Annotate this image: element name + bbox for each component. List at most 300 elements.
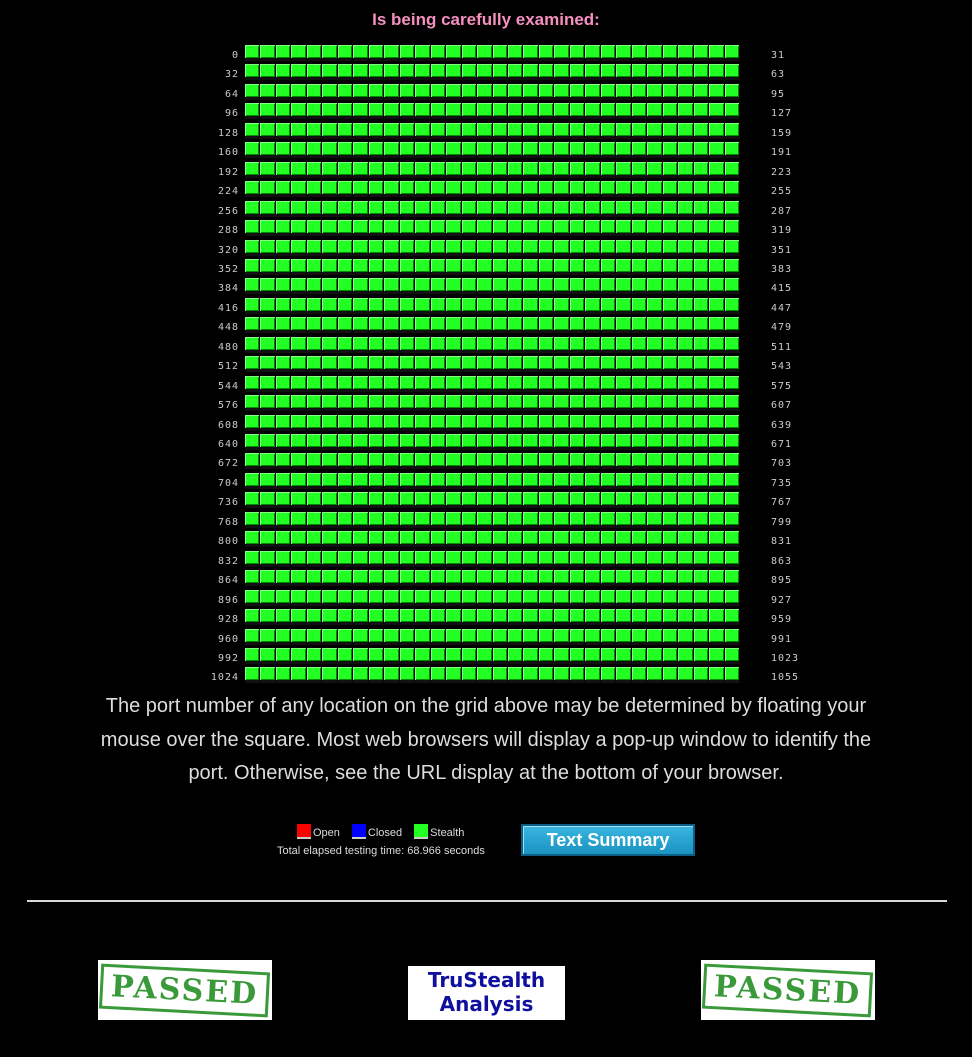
port-cell[interactable] (369, 142, 384, 158)
port-cell[interactable] (616, 590, 631, 606)
port-cell[interactable] (647, 84, 662, 100)
port-cell[interactable] (694, 551, 709, 567)
port-cell[interactable] (431, 45, 446, 61)
port-cell[interactable] (678, 648, 693, 664)
port-cell[interactable] (291, 181, 306, 197)
port-cell[interactable] (260, 278, 275, 294)
port-cell[interactable] (678, 278, 693, 294)
port-cell[interactable] (616, 64, 631, 80)
port-cell[interactable] (663, 570, 678, 586)
port-cell[interactable] (570, 356, 585, 372)
port-cell[interactable] (400, 667, 415, 683)
port-cell[interactable] (694, 492, 709, 508)
port-cell[interactable] (709, 531, 724, 547)
port-cell[interactable] (260, 142, 275, 158)
port-cell[interactable] (260, 181, 275, 197)
port-cell[interactable] (462, 395, 477, 411)
port-cell[interactable] (493, 123, 508, 139)
port-cell[interactable] (369, 609, 384, 625)
text-summary-button[interactable]: Text Summary (521, 824, 695, 856)
port-cell[interactable] (462, 667, 477, 683)
port-cell[interactable] (570, 376, 585, 392)
port-cell[interactable] (539, 123, 554, 139)
port-cell[interactable] (709, 240, 724, 256)
port-cell[interactable] (663, 356, 678, 372)
port-cell[interactable] (384, 453, 399, 469)
port-cell[interactable] (415, 278, 430, 294)
port-cell[interactable] (338, 415, 353, 431)
port-cell[interactable] (647, 531, 662, 547)
port-cell[interactable] (477, 512, 492, 528)
port-cell[interactable] (508, 317, 523, 333)
port-cell[interactable] (446, 376, 461, 392)
port-cell[interactable] (291, 298, 306, 314)
port-cell[interactable] (477, 667, 492, 683)
port-cell[interactable] (369, 551, 384, 567)
port-cell[interactable] (462, 648, 477, 664)
port-cell[interactable] (338, 298, 353, 314)
port-cell[interactable] (694, 395, 709, 411)
port-cell[interactable] (601, 220, 616, 236)
port-cell[interactable] (647, 201, 662, 217)
port-cell[interactable] (369, 162, 384, 178)
port-cell[interactable] (632, 278, 647, 294)
port-cell[interactable] (554, 667, 569, 683)
port-cell[interactable] (585, 181, 600, 197)
port-cell[interactable] (493, 629, 508, 645)
port-cell[interactable] (585, 45, 600, 61)
port-cell[interactable] (477, 492, 492, 508)
port-cell[interactable] (477, 629, 492, 645)
port-cell[interactable] (554, 123, 569, 139)
port-cell[interactable] (585, 473, 600, 489)
port-cell[interactable] (369, 278, 384, 294)
port-cell[interactable] (647, 103, 662, 119)
port-cell[interactable] (493, 298, 508, 314)
port-cell[interactable] (369, 629, 384, 645)
port-cell[interactable] (508, 337, 523, 353)
port-cell[interactable] (694, 648, 709, 664)
port-cell[interactable] (678, 337, 693, 353)
port-cell[interactable] (554, 629, 569, 645)
port-cell[interactable] (260, 395, 275, 411)
port-cell[interactable] (663, 220, 678, 236)
port-cell[interactable] (554, 356, 569, 372)
port-cell[interactable] (322, 103, 337, 119)
port-cell[interactable] (431, 298, 446, 314)
port-cell[interactable] (570, 162, 585, 178)
port-cell[interactable] (647, 415, 662, 431)
port-cell[interactable] (276, 609, 291, 625)
port-cell[interactable] (369, 181, 384, 197)
port-cell[interactable] (260, 376, 275, 392)
port-cell[interactable] (709, 103, 724, 119)
port-cell[interactable] (291, 415, 306, 431)
port-cell[interactable] (338, 531, 353, 547)
port-cell[interactable] (725, 142, 740, 158)
port-cell[interactable] (554, 64, 569, 80)
port-cell[interactable] (523, 240, 538, 256)
port-cell[interactable] (663, 629, 678, 645)
port-cell[interactable] (477, 142, 492, 158)
port-cell[interactable] (462, 64, 477, 80)
port-cell[interactable] (601, 395, 616, 411)
port-cell[interactable] (260, 317, 275, 333)
port-cell[interactable] (508, 103, 523, 119)
port-cell[interactable] (245, 84, 260, 100)
port-cell[interactable] (400, 162, 415, 178)
port-cell[interactable] (508, 376, 523, 392)
port-cell[interactable] (477, 415, 492, 431)
port-cell[interactable] (415, 492, 430, 508)
port-cell[interactable] (539, 103, 554, 119)
port-cell[interactable] (554, 201, 569, 217)
port-cell[interactable] (260, 453, 275, 469)
port-cell[interactable] (523, 220, 538, 236)
port-cell[interactable] (462, 570, 477, 586)
port-cell[interactable] (353, 45, 368, 61)
port-cell[interactable] (276, 492, 291, 508)
port-cell[interactable] (694, 220, 709, 236)
port-cell[interactable] (369, 337, 384, 353)
port-cell[interactable] (291, 201, 306, 217)
port-cell[interactable] (709, 259, 724, 275)
port-cell[interactable] (446, 648, 461, 664)
port-cell[interactable] (291, 434, 306, 450)
port-cell[interactable] (462, 415, 477, 431)
port-cell[interactable] (400, 434, 415, 450)
port-cell[interactable] (694, 376, 709, 392)
port-cell[interactable] (477, 356, 492, 372)
port-cell[interactable] (647, 453, 662, 469)
port-cell[interactable] (725, 434, 740, 450)
port-cell[interactable] (725, 551, 740, 567)
port-cell[interactable] (415, 103, 430, 119)
port-cell[interactable] (338, 123, 353, 139)
port-cell[interactable] (384, 64, 399, 80)
port-cell[interactable] (493, 395, 508, 411)
port-cell[interactable] (245, 473, 260, 489)
port-cell[interactable] (338, 278, 353, 294)
port-cell[interactable] (369, 415, 384, 431)
port-cell[interactable] (694, 181, 709, 197)
port-cell[interactable] (245, 609, 260, 625)
port-cell[interactable] (369, 123, 384, 139)
port-cell[interactable] (601, 162, 616, 178)
port-cell[interactable] (322, 629, 337, 645)
port-cell[interactable] (415, 609, 430, 625)
port-cell[interactable] (508, 667, 523, 683)
port-cell[interactable] (400, 201, 415, 217)
port-cell[interactable] (276, 395, 291, 411)
port-cell[interactable] (307, 629, 322, 645)
port-cell[interactable] (291, 395, 306, 411)
port-cell[interactable] (477, 162, 492, 178)
port-cell[interactable] (709, 648, 724, 664)
port-cell[interactable] (462, 123, 477, 139)
port-cell[interactable] (353, 434, 368, 450)
port-cell[interactable] (291, 162, 306, 178)
port-cell[interactable] (384, 45, 399, 61)
port-cell[interactable] (477, 298, 492, 314)
port-cell[interactable] (539, 201, 554, 217)
port-cell[interactable] (554, 570, 569, 586)
port-cell[interactable] (322, 434, 337, 450)
port-cell[interactable] (338, 648, 353, 664)
port-cell[interactable] (291, 667, 306, 683)
port-cell[interactable] (554, 220, 569, 236)
port-cell[interactable] (585, 395, 600, 411)
port-cell[interactable] (709, 317, 724, 333)
port-cell[interactable] (647, 395, 662, 411)
port-cell[interactable] (709, 629, 724, 645)
port-cell[interactable] (585, 434, 600, 450)
port-cell[interactable] (400, 317, 415, 333)
port-cell[interactable] (632, 337, 647, 353)
port-cell[interactable] (709, 201, 724, 217)
port-cell[interactable] (616, 395, 631, 411)
port-cell[interactable] (694, 434, 709, 450)
port-cell[interactable] (477, 220, 492, 236)
port-cell[interactable] (245, 376, 260, 392)
port-cell[interactable] (647, 492, 662, 508)
port-cell[interactable] (539, 551, 554, 567)
port-cell[interactable] (632, 103, 647, 119)
port-cell[interactable] (632, 434, 647, 450)
port-cell[interactable] (338, 259, 353, 275)
port-cell[interactable] (276, 201, 291, 217)
port-cell[interactable] (415, 181, 430, 197)
port-cell[interactable] (353, 376, 368, 392)
port-cell[interactable] (632, 629, 647, 645)
port-cell[interactable] (462, 45, 477, 61)
port-cell[interactable] (570, 415, 585, 431)
port-cell[interactable] (647, 317, 662, 333)
port-cell[interactable] (307, 317, 322, 333)
port-cell[interactable] (431, 492, 446, 508)
port-cell[interactable] (539, 492, 554, 508)
port-cell[interactable] (322, 531, 337, 547)
port-cell[interactable] (384, 629, 399, 645)
port-cell[interactable] (431, 337, 446, 353)
port-cell[interactable] (632, 162, 647, 178)
port-cell[interactable] (508, 123, 523, 139)
port-cell[interactable] (508, 473, 523, 489)
port-cell[interactable] (322, 220, 337, 236)
port-cell[interactable] (260, 648, 275, 664)
port-cell[interactable] (384, 201, 399, 217)
port-cell[interactable] (369, 648, 384, 664)
port-cell[interactable] (647, 648, 662, 664)
port-cell[interactable] (539, 590, 554, 606)
port-cell[interactable] (245, 45, 260, 61)
port-cell[interactable] (601, 142, 616, 158)
port-cell[interactable] (508, 453, 523, 469)
port-cell[interactable] (632, 473, 647, 489)
port-cell[interactable] (245, 492, 260, 508)
port-cell[interactable] (585, 142, 600, 158)
port-cell[interactable] (260, 570, 275, 586)
port-cell[interactable] (322, 45, 337, 61)
port-cell[interactable] (462, 142, 477, 158)
port-cell[interactable] (415, 395, 430, 411)
port-cell[interactable] (523, 415, 538, 431)
port-cell[interactable] (462, 278, 477, 294)
port-cell[interactable] (400, 259, 415, 275)
port-cell[interactable] (725, 64, 740, 80)
port-cell[interactable] (276, 551, 291, 567)
port-cell[interactable] (446, 609, 461, 625)
port-cell[interactable] (384, 298, 399, 314)
port-cell[interactable] (585, 609, 600, 625)
port-cell[interactable] (508, 609, 523, 625)
port-cell[interactable] (400, 337, 415, 353)
port-cell[interactable] (384, 317, 399, 333)
port-cell[interactable] (446, 181, 461, 197)
port-cell[interactable] (384, 590, 399, 606)
port-cell[interactable] (462, 629, 477, 645)
port-cell[interactable] (431, 317, 446, 333)
port-cell[interactable] (431, 531, 446, 547)
port-cell[interactable] (446, 434, 461, 450)
port-cell[interactable] (570, 609, 585, 625)
port-cell[interactable] (678, 512, 693, 528)
port-cell[interactable] (245, 629, 260, 645)
port-cell[interactable] (725, 590, 740, 606)
port-cell[interactable] (585, 531, 600, 547)
port-cell[interactable] (477, 278, 492, 294)
port-cell[interactable] (725, 356, 740, 372)
port-cell[interactable] (338, 356, 353, 372)
port-cell[interactable] (725, 240, 740, 256)
port-cell[interactable] (539, 317, 554, 333)
port-cell[interactable] (462, 201, 477, 217)
port-cell[interactable] (508, 434, 523, 450)
port-cell[interactable] (647, 259, 662, 275)
port-cell[interactable] (663, 337, 678, 353)
port-cell[interactable] (260, 259, 275, 275)
port-cell[interactable] (601, 415, 616, 431)
port-cell[interactable] (616, 259, 631, 275)
port-cell[interactable] (338, 317, 353, 333)
port-cell[interactable] (632, 240, 647, 256)
port-cell[interactable] (369, 512, 384, 528)
port-cell[interactable] (276, 64, 291, 80)
port-cell[interactable] (245, 590, 260, 606)
port-cell[interactable] (616, 648, 631, 664)
port-cell[interactable] (663, 609, 678, 625)
port-cell[interactable] (601, 317, 616, 333)
port-cell[interactable] (585, 551, 600, 567)
port-cell[interactable] (678, 181, 693, 197)
port-cell[interactable] (493, 259, 508, 275)
port-cell[interactable] (291, 648, 306, 664)
port-cell[interactable] (508, 492, 523, 508)
port-cell[interactable] (523, 123, 538, 139)
port-cell[interactable] (539, 629, 554, 645)
port-cell[interactable] (276, 259, 291, 275)
port-cell[interactable] (400, 415, 415, 431)
port-cell[interactable] (369, 45, 384, 61)
port-cell[interactable] (616, 317, 631, 333)
port-cell[interactable] (353, 259, 368, 275)
port-cell[interactable] (338, 667, 353, 683)
port-cell[interactable] (570, 667, 585, 683)
port-cell[interactable] (245, 434, 260, 450)
port-cell[interactable] (539, 64, 554, 80)
port-cell[interactable] (477, 240, 492, 256)
port-cell[interactable] (694, 512, 709, 528)
port-cell[interactable] (694, 201, 709, 217)
port-cell[interactable] (384, 492, 399, 508)
port-cell[interactable] (694, 629, 709, 645)
port-cell[interactable] (307, 376, 322, 392)
port-cell[interactable] (431, 415, 446, 431)
port-cell[interactable] (353, 512, 368, 528)
port-cell[interactable] (369, 453, 384, 469)
port-cell[interactable] (632, 142, 647, 158)
port-cell[interactable] (493, 453, 508, 469)
port-cell[interactable] (663, 512, 678, 528)
port-cell[interactable] (260, 220, 275, 236)
port-cell[interactable] (338, 64, 353, 80)
port-cell[interactable] (493, 84, 508, 100)
port-cell[interactable] (462, 259, 477, 275)
port-cell[interactable] (725, 473, 740, 489)
port-cell[interactable] (709, 415, 724, 431)
port-cell[interactable] (291, 278, 306, 294)
port-cell[interactable] (601, 473, 616, 489)
port-cell[interactable] (400, 278, 415, 294)
port-cell[interactable] (678, 473, 693, 489)
port-cell[interactable] (493, 103, 508, 119)
port-cell[interactable] (446, 84, 461, 100)
port-cell[interactable] (585, 64, 600, 80)
port-cell[interactable] (415, 551, 430, 567)
port-cell[interactable] (369, 201, 384, 217)
port-cell[interactable] (709, 570, 724, 586)
port-cell[interactable] (431, 162, 446, 178)
port-cell[interactable] (678, 84, 693, 100)
port-cell[interactable] (260, 667, 275, 683)
port-cell[interactable] (353, 123, 368, 139)
port-cell[interactable] (291, 551, 306, 567)
port-cell[interactable] (632, 590, 647, 606)
port-cell[interactable] (539, 609, 554, 625)
port-cell[interactable] (508, 298, 523, 314)
port-cell[interactable] (322, 376, 337, 392)
port-cell[interactable] (616, 376, 631, 392)
port-cell[interactable] (415, 590, 430, 606)
port-cell[interactable] (570, 551, 585, 567)
port-cell[interactable] (322, 259, 337, 275)
port-cell[interactable] (508, 142, 523, 158)
port-cell[interactable] (493, 337, 508, 353)
port-cell[interactable] (291, 453, 306, 469)
port-cell[interactable] (307, 356, 322, 372)
port-cell[interactable] (632, 453, 647, 469)
port-cell[interactable] (616, 337, 631, 353)
port-cell[interactable] (353, 84, 368, 100)
port-cell[interactable] (694, 570, 709, 586)
port-cell[interactable] (585, 103, 600, 119)
port-cell[interactable] (338, 45, 353, 61)
port-cell[interactable] (601, 629, 616, 645)
port-cell[interactable] (307, 142, 322, 158)
port-cell[interactable] (694, 531, 709, 547)
port-cell[interactable] (709, 123, 724, 139)
port-cell[interactable] (694, 298, 709, 314)
